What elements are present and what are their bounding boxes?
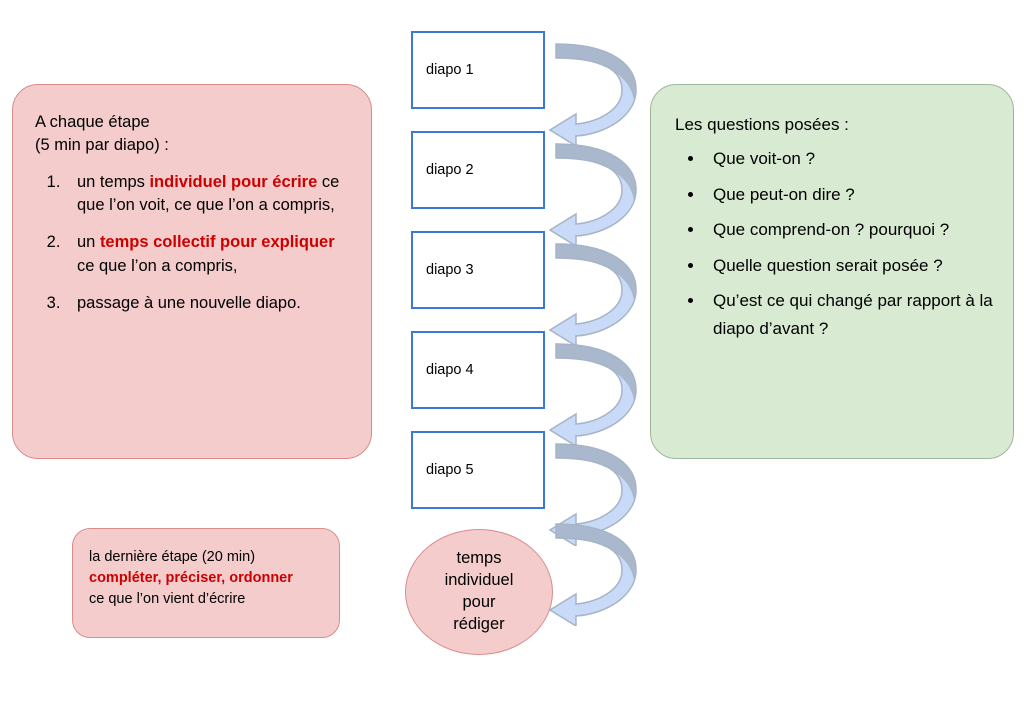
list-item: • Qu’est ce qui changé par rapport à la diapo d’avant ? bbox=[705, 287, 995, 342]
list-item: • Que voit-on ? bbox=[705, 145, 995, 173]
curved-arrow-4 bbox=[548, 334, 644, 446]
slide-box-4 bbox=[411, 331, 545, 409]
curved-arrow-2 bbox=[548, 134, 644, 246]
list-item: • Que comprend-on ? pourquoi ? bbox=[705, 216, 995, 244]
step-2-strong: temps collectif pour expliquer bbox=[99, 233, 335, 252]
step-1-pre: un temps bbox=[77, 172, 150, 191]
slide-box-3 bbox=[411, 231, 545, 309]
writing-time-line4: rédiger bbox=[453, 614, 505, 633]
slide-box-2-label: diapo 2 bbox=[426, 162, 474, 178]
slide-box-1-label: diapo 1 bbox=[426, 62, 474, 78]
writing-time-line1: temps bbox=[456, 549, 502, 568]
curved-arrow-3 bbox=[548, 234, 644, 346]
step-1-post: ce que l’on voit, ce que l’on a compris, bbox=[77, 172, 340, 214]
writing-time-line3: pour bbox=[462, 593, 496, 611]
steps-intro-line2: (5 min par diapo) : bbox=[35, 135, 169, 154]
curved-arrow-6 bbox=[548, 514, 644, 626]
writing-time-text bbox=[445, 548, 514, 635]
steps-list-item bbox=[65, 171, 349, 218]
steps-list-item bbox=[65, 231, 349, 278]
steps-intro-line1: A chaque étape bbox=[35, 113, 150, 131]
slide-box-2 bbox=[411, 131, 545, 209]
list-item: • Que peut-on dire ? bbox=[705, 181, 995, 209]
writing-time-line2: individuel bbox=[444, 571, 514, 590]
curved-arrow-1 bbox=[548, 34, 644, 146]
questions-panel bbox=[650, 84, 1014, 459]
writing-time-ellipse bbox=[405, 529, 553, 655]
final-step-line1: la dernière étape (20 min) bbox=[89, 549, 256, 565]
list-item: • Quelle question serait posée ? bbox=[705, 252, 995, 280]
step-2-pre: un bbox=[77, 233, 100, 252]
final-step-line3: ce que l’on vient d’écrire bbox=[89, 591, 246, 608]
steps-list-item bbox=[65, 292, 349, 315]
steps-list bbox=[35, 171, 349, 316]
slide-box-1 bbox=[411, 31, 545, 109]
slide-box-4-label: diapo 4 bbox=[426, 362, 474, 378]
steps-panel bbox=[12, 84, 372, 459]
final-step-panel bbox=[72, 528, 340, 638]
slide-box-5-label: diapo 5 bbox=[426, 462, 474, 478]
slide-box-3-label: diapo 3 bbox=[426, 262, 474, 278]
step-3-pre: passage à une nouvelle diapo. bbox=[77, 294, 301, 313]
final-step-strong: compléter, préciser, ordonner bbox=[89, 570, 293, 587]
step-1-strong: individuel pour écrire bbox=[149, 172, 318, 191]
steps-intro bbox=[35, 111, 349, 157]
questions-list bbox=[675, 145, 995, 342]
slide-box-5 bbox=[411, 431, 545, 509]
questions-title: Les questions posées : bbox=[675, 115, 849, 134]
step-2-post: ce que l’on a compris, bbox=[77, 256, 238, 275]
